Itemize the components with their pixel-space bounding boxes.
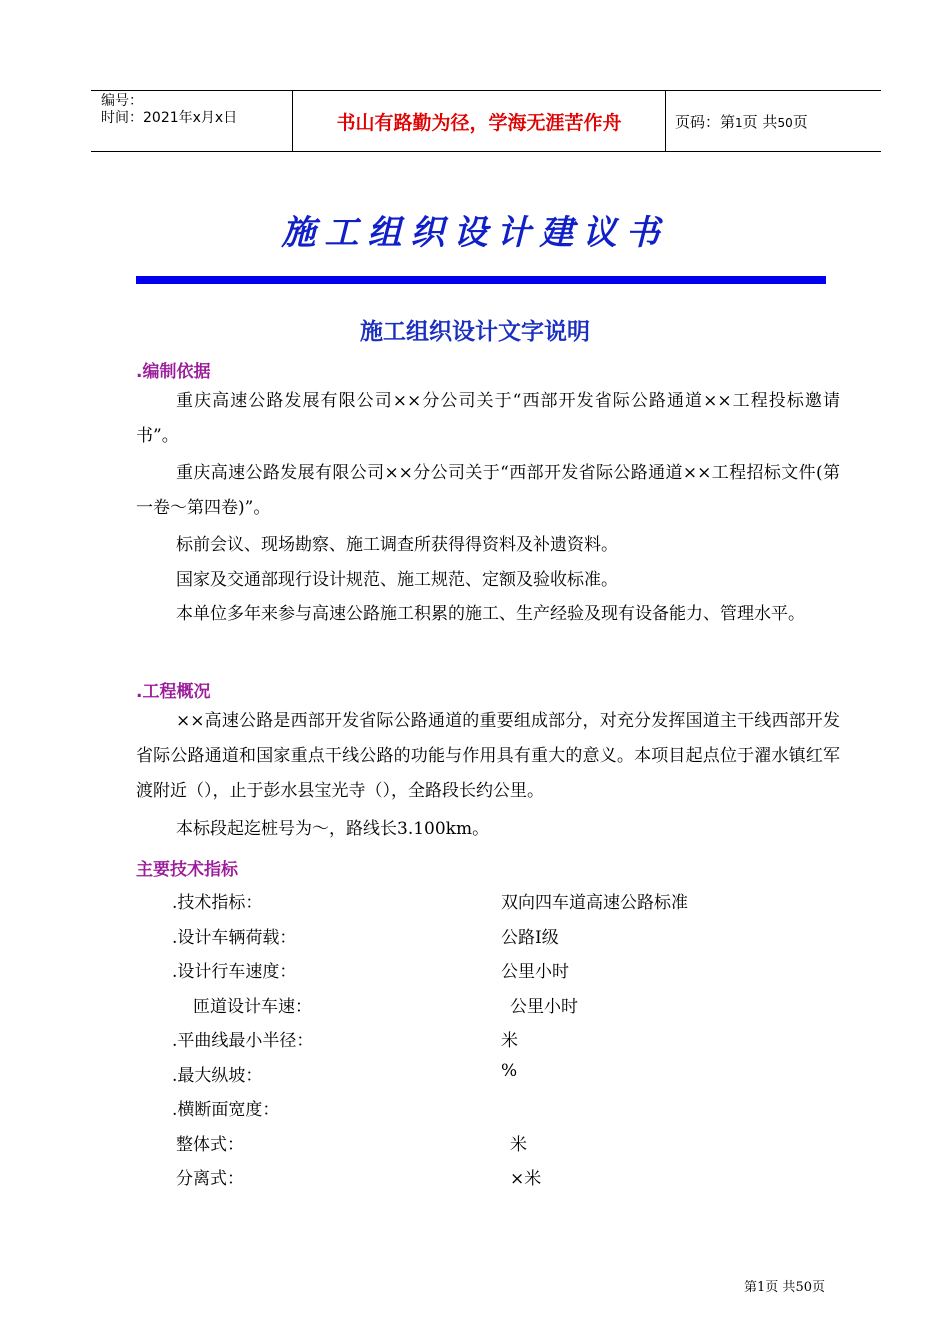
page-total: 50 <box>777 116 793 130</box>
footer-prefix: 第 <box>744 1280 758 1295</box>
header-page-number <box>675 111 808 132</box>
page-footer <box>744 1276 825 1295</box>
spec-value: ×米 <box>510 1169 542 1189</box>
spec-value: 公里小时 <box>501 962 569 982</box>
paragraph: ××高速公路是西部开发省际公路通道的重要组成部分，对充分发挥国道主干线西部开发省际公路通道和国家重点干线公路的功能与作用具有重大的意义。本项目起点位于濯水镇红军渡附近（），止于彭水县宝光寺（），全路段长约公里。 <box>136 711 840 801</box>
paragraph: 重庆高速公路发展有限公司××分公司关于“西部开发省际公路通道××工程招标文件(第一卷～第四卷)”。 <box>136 463 840 518</box>
paragraph: 本单位多年来参与高速公路施工积累的施工、生产经验及现有设备能力、管理水平。 <box>176 604 805 624</box>
spec-value: 米 <box>510 1135 527 1155</box>
spec-value: 米 <box>501 1031 518 1051</box>
header-divider <box>665 91 666 151</box>
footer-suffix: 页 <box>811 1280 825 1295</box>
footer-num: 1 <box>757 1280 766 1295</box>
header-meta <box>101 93 237 127</box>
title-rule <box>136 276 826 284</box>
footer-mid: 页 共 <box>765 1280 796 1295</box>
paragraph: 国家及交通部现行设计规范、施工规范、定额及验收标准。 <box>176 570 618 590</box>
paragraph: 本标段起迄桩号为～，路线长3.100km。 <box>176 819 490 839</box>
paragraph: 标前会议、现场勘察、施工调查所获得得资料及补遗资料。 <box>176 535 618 555</box>
spec-value: 公路Ⅰ级 <box>501 928 559 948</box>
section-heading-tech: 主要技术指标 <box>136 860 238 880</box>
footer-total: 50 <box>795 1280 812 1295</box>
spec-value: % <box>501 1061 518 1081</box>
document-subtitle: 施工组织设计文字说明 <box>360 318 590 345</box>
section-heading-overview: .工程概况 <box>136 682 211 702</box>
page-prefix: 页码：第 <box>675 113 736 131</box>
spec-label: .设计车辆荷载： <box>172 928 297 948</box>
spec-label: 整体式： <box>176 1135 244 1155</box>
spec-label: 匝道设计车速： <box>193 997 312 1017</box>
spec-label: 分离式： <box>176 1169 244 1189</box>
spec-label: .横断面宽度： <box>172 1100 280 1120</box>
page-num: 1 <box>735 116 743 130</box>
page-header <box>91 90 881 152</box>
spec-value: 双向四车道高速公路标准 <box>501 893 688 913</box>
spec-label: .技术指标： <box>172 893 263 913</box>
document-title: 施工组织设计建议书 <box>281 213 669 253</box>
spec-label: .最大纵坡： <box>172 1066 263 1086</box>
header-motto: 书山有路勤为径，学海无涯苦作舟 <box>336 112 622 134</box>
spec-label: .平曲线最小半径： <box>172 1031 314 1051</box>
spec-label: .设计行车速度： <box>172 962 297 982</box>
section-heading-basis: .编制依据 <box>136 362 211 382</box>
spec-value: 公里小时 <box>510 997 578 1017</box>
header-number: 编号： <box>101 93 143 109</box>
header-time: 时间：2021年x月x日 <box>101 110 238 126</box>
page-suffix: 页 <box>792 113 808 131</box>
paragraph: 重庆高速公路发展有限公司××分公司关于“西部开发省际公路通道××工程投标邀请书”。 <box>136 391 840 446</box>
page-mid: 页 共 <box>742 113 778 131</box>
